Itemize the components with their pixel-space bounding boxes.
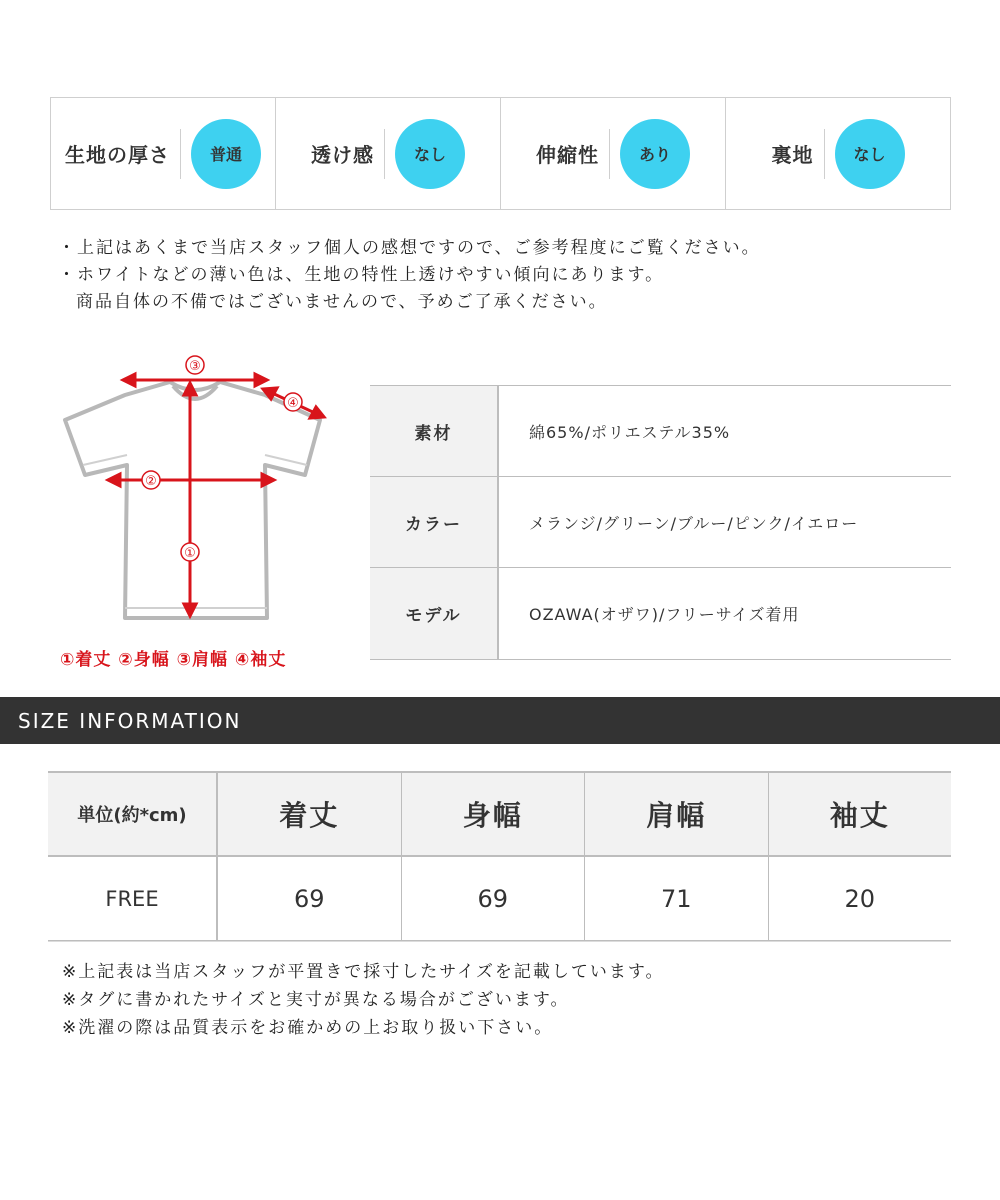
marker-1: ① — [184, 546, 196, 561]
tshirt-measurement-diagram — [55, 350, 345, 640]
spec-key: カラー — [370, 477, 499, 567]
divider — [48, 941, 951, 942]
size-cell: 69 — [402, 857, 586, 940]
note-line: ・上記はあくまで当店スタッフ個人の感想ですので、ご参考程度にご覧ください。 — [58, 238, 761, 258]
attr-stretch — [501, 98, 726, 209]
header-cell: 着丈 — [218, 773, 402, 855]
header-cell: 身幅 — [402, 773, 586, 855]
arrow-head — [310, 407, 324, 418]
attr-lining — [726, 98, 950, 209]
note-line: ・ホワイトなどの薄い色は、生地の特性上透けやすい傾向にあります。 — [58, 265, 665, 285]
size-cell: 71 — [585, 857, 769, 940]
disclaimer-notes — [58, 235, 761, 316]
spec-key: モデル — [370, 568, 499, 659]
spec-row-model — [370, 568, 951, 660]
table-row — [48, 857, 951, 940]
spec-table — [370, 385, 951, 660]
attr-label: 透け感 — [311, 129, 385, 179]
attr-thickness — [51, 98, 276, 209]
arrow-head — [255, 374, 267, 386]
header-cell: 袖丈 — [829, 799, 890, 832]
fabric-attributes — [50, 97, 951, 210]
size-cell: 69 — [218, 857, 402, 940]
marker-4: ④ — [287, 396, 299, 411]
spec-row-material — [370, 386, 951, 477]
arrow-head — [262, 474, 274, 486]
size-cell: FREE — [48, 857, 218, 940]
arrow-head — [108, 474, 120, 486]
marker-3: ③ — [189, 359, 201, 374]
note-line: ※上記表は当店スタッフが平置きで採寸したサイズを記載しています。 — [62, 962, 665, 982]
attr-badge: なし — [835, 119, 905, 189]
size-information-header: SIZE INFORMATION — [0, 697, 1000, 744]
attr-badge: あり — [620, 119, 690, 189]
attr-label: 生地の厚さ — [65, 129, 181, 179]
measurement-notes — [62, 958, 665, 1042]
attr-badge: 普通 — [191, 119, 261, 189]
size-table — [48, 771, 951, 942]
tshirt-outline — [65, 382, 320, 618]
attr-badge: なし — [395, 119, 465, 189]
attr-label: 伸縮性 — [536, 129, 610, 179]
attr-label: 裏地 — [772, 129, 825, 179]
note-line: ※タグに書かれたサイズと実寸が異なる場合がございます。 — [62, 990, 570, 1010]
spec-value: OZAWA(オザワ)/フリーサイズ着用 — [529, 605, 800, 624]
size-table-header — [48, 773, 951, 857]
header-cell: 肩幅 — [585, 773, 769, 855]
header-cell: 単位(約*cm) — [48, 773, 218, 855]
marker-2: ② — [145, 474, 157, 489]
spec-key: 素材 — [370, 386, 499, 476]
arrow-head — [123, 374, 135, 386]
arrow-head — [184, 383, 196, 395]
note-line: ※洗濯の際は品質表示をお確かめの上お取り扱い下さい。 — [62, 1018, 554, 1038]
spec-row-color — [370, 477, 951, 568]
attr-sheerness — [276, 98, 501, 209]
spec-value: メランジ/グリーン/ブルー/ピンク/イエロー — [529, 513, 859, 533]
note-line: 商品自体の不備ではございませんので、予めご了承ください。 — [76, 292, 608, 312]
spec-value: 綿65%/ポリエステル35% — [529, 422, 731, 442]
measurement-legend: ①着丈 ②身幅 ③肩幅 ④袖丈 — [60, 650, 287, 670]
size-cell: 20 — [844, 884, 876, 913]
